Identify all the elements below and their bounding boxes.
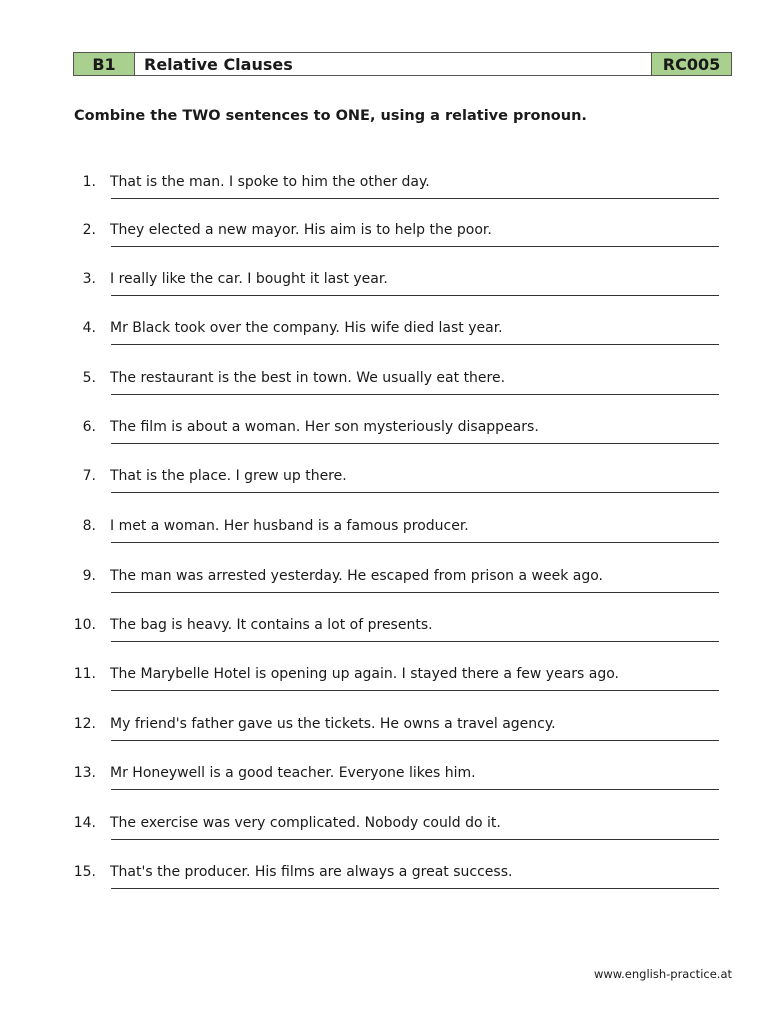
answer-line[interactable] xyxy=(111,295,719,296)
exercise-item xyxy=(0,863,768,903)
exercise-text: I met a woman. Her husband is a famous producer. xyxy=(110,518,469,534)
worksheet-title: Relative Clauses xyxy=(135,53,652,76)
answer-line[interactable] xyxy=(111,492,719,493)
exercise-number: 9. xyxy=(82,568,96,584)
answer-line[interactable] xyxy=(111,740,719,741)
exercise-item xyxy=(0,814,768,854)
exercise-item xyxy=(0,764,768,804)
exercise-number: 8. xyxy=(82,518,96,534)
exercise-number: 5. xyxy=(82,370,96,386)
answer-line[interactable] xyxy=(111,344,719,345)
exercise-number: 2. xyxy=(82,222,96,238)
exercise-item xyxy=(0,467,768,507)
answer-line[interactable] xyxy=(111,839,719,840)
exercise-number: 6. xyxy=(82,419,96,435)
answer-line[interactable] xyxy=(111,592,719,593)
exercise-text: I really like the car. I bought it last year. xyxy=(110,271,388,287)
exercise-number: 15. xyxy=(73,864,96,880)
instruction-text: Combine the TWO sentences to ONE, using a relative pronoun. xyxy=(74,108,587,124)
exercise-item xyxy=(0,567,768,607)
answer-line[interactable] xyxy=(111,443,719,444)
exercise-number: 4. xyxy=(82,320,96,336)
exercise-text: The man was arrested yesterday. He escaped from prison a week ago. xyxy=(110,568,604,584)
answer-line[interactable] xyxy=(111,542,719,543)
exercise-item xyxy=(0,221,768,261)
answer-line[interactable] xyxy=(111,641,719,642)
exercise-text: That's the producer. His films are always a great success. xyxy=(110,864,513,880)
exercise-text: The exercise was very complicated. Nobody could do it. xyxy=(110,815,501,831)
exercise-item xyxy=(0,319,768,359)
exercise-text: The restaurant is the best in town. We usually eat there. xyxy=(110,370,506,386)
exercise-text: Mr Black took over the company. His wife died last year. xyxy=(110,320,503,336)
exercise-item xyxy=(0,418,768,458)
exercise-text: The bag is heavy. It contains a lot of presents. xyxy=(110,617,433,633)
answer-line[interactable] xyxy=(111,789,719,790)
exercise-number: 1. xyxy=(82,174,96,190)
exercise-text: The film is about a woman. Her son mysteriously disappears. xyxy=(110,419,539,435)
exercise-item xyxy=(0,715,768,755)
exercise-number: 7. xyxy=(82,468,96,484)
exercise-item xyxy=(0,270,768,310)
exercise-item xyxy=(0,369,768,409)
exercise-text: The Marybelle Hotel is opening up again. I stayed there a few years ago. xyxy=(110,666,620,682)
answer-line[interactable] xyxy=(111,888,719,889)
exercise-number: 11. xyxy=(73,666,96,682)
exercise-number: 14. xyxy=(73,815,96,831)
exercise-item xyxy=(0,173,768,213)
exercise-number: 10. xyxy=(73,617,96,633)
worksheet-code: RC005 xyxy=(652,53,732,76)
exercise-text: Mr Honeywell is a good teacher. Everyone likes him. xyxy=(110,765,476,781)
exercise-number: 13. xyxy=(73,765,96,781)
answer-line[interactable] xyxy=(111,690,719,691)
exercise-number: 3. xyxy=(82,271,96,287)
level-label: B1 xyxy=(74,53,135,76)
answer-line[interactable] xyxy=(111,246,719,247)
exercise-text: They elected a new mayor. His aim is to help the poor. xyxy=(110,222,492,238)
exercise-text: My friend's father gave us the tickets. He owns a travel agency. xyxy=(110,716,556,732)
exercise-text: That is the place. I grew up there. xyxy=(110,468,347,484)
exercise-number: 12. xyxy=(73,716,96,732)
exercise-text: That is the man. I spoke to him the other day. xyxy=(110,174,430,190)
website-footer: www.english-practice.at xyxy=(593,967,732,981)
answer-line[interactable] xyxy=(111,198,719,199)
exercise-item xyxy=(0,616,768,656)
exercise-item xyxy=(0,665,768,705)
answer-line[interactable] xyxy=(111,394,719,395)
exercise-item xyxy=(0,517,768,557)
